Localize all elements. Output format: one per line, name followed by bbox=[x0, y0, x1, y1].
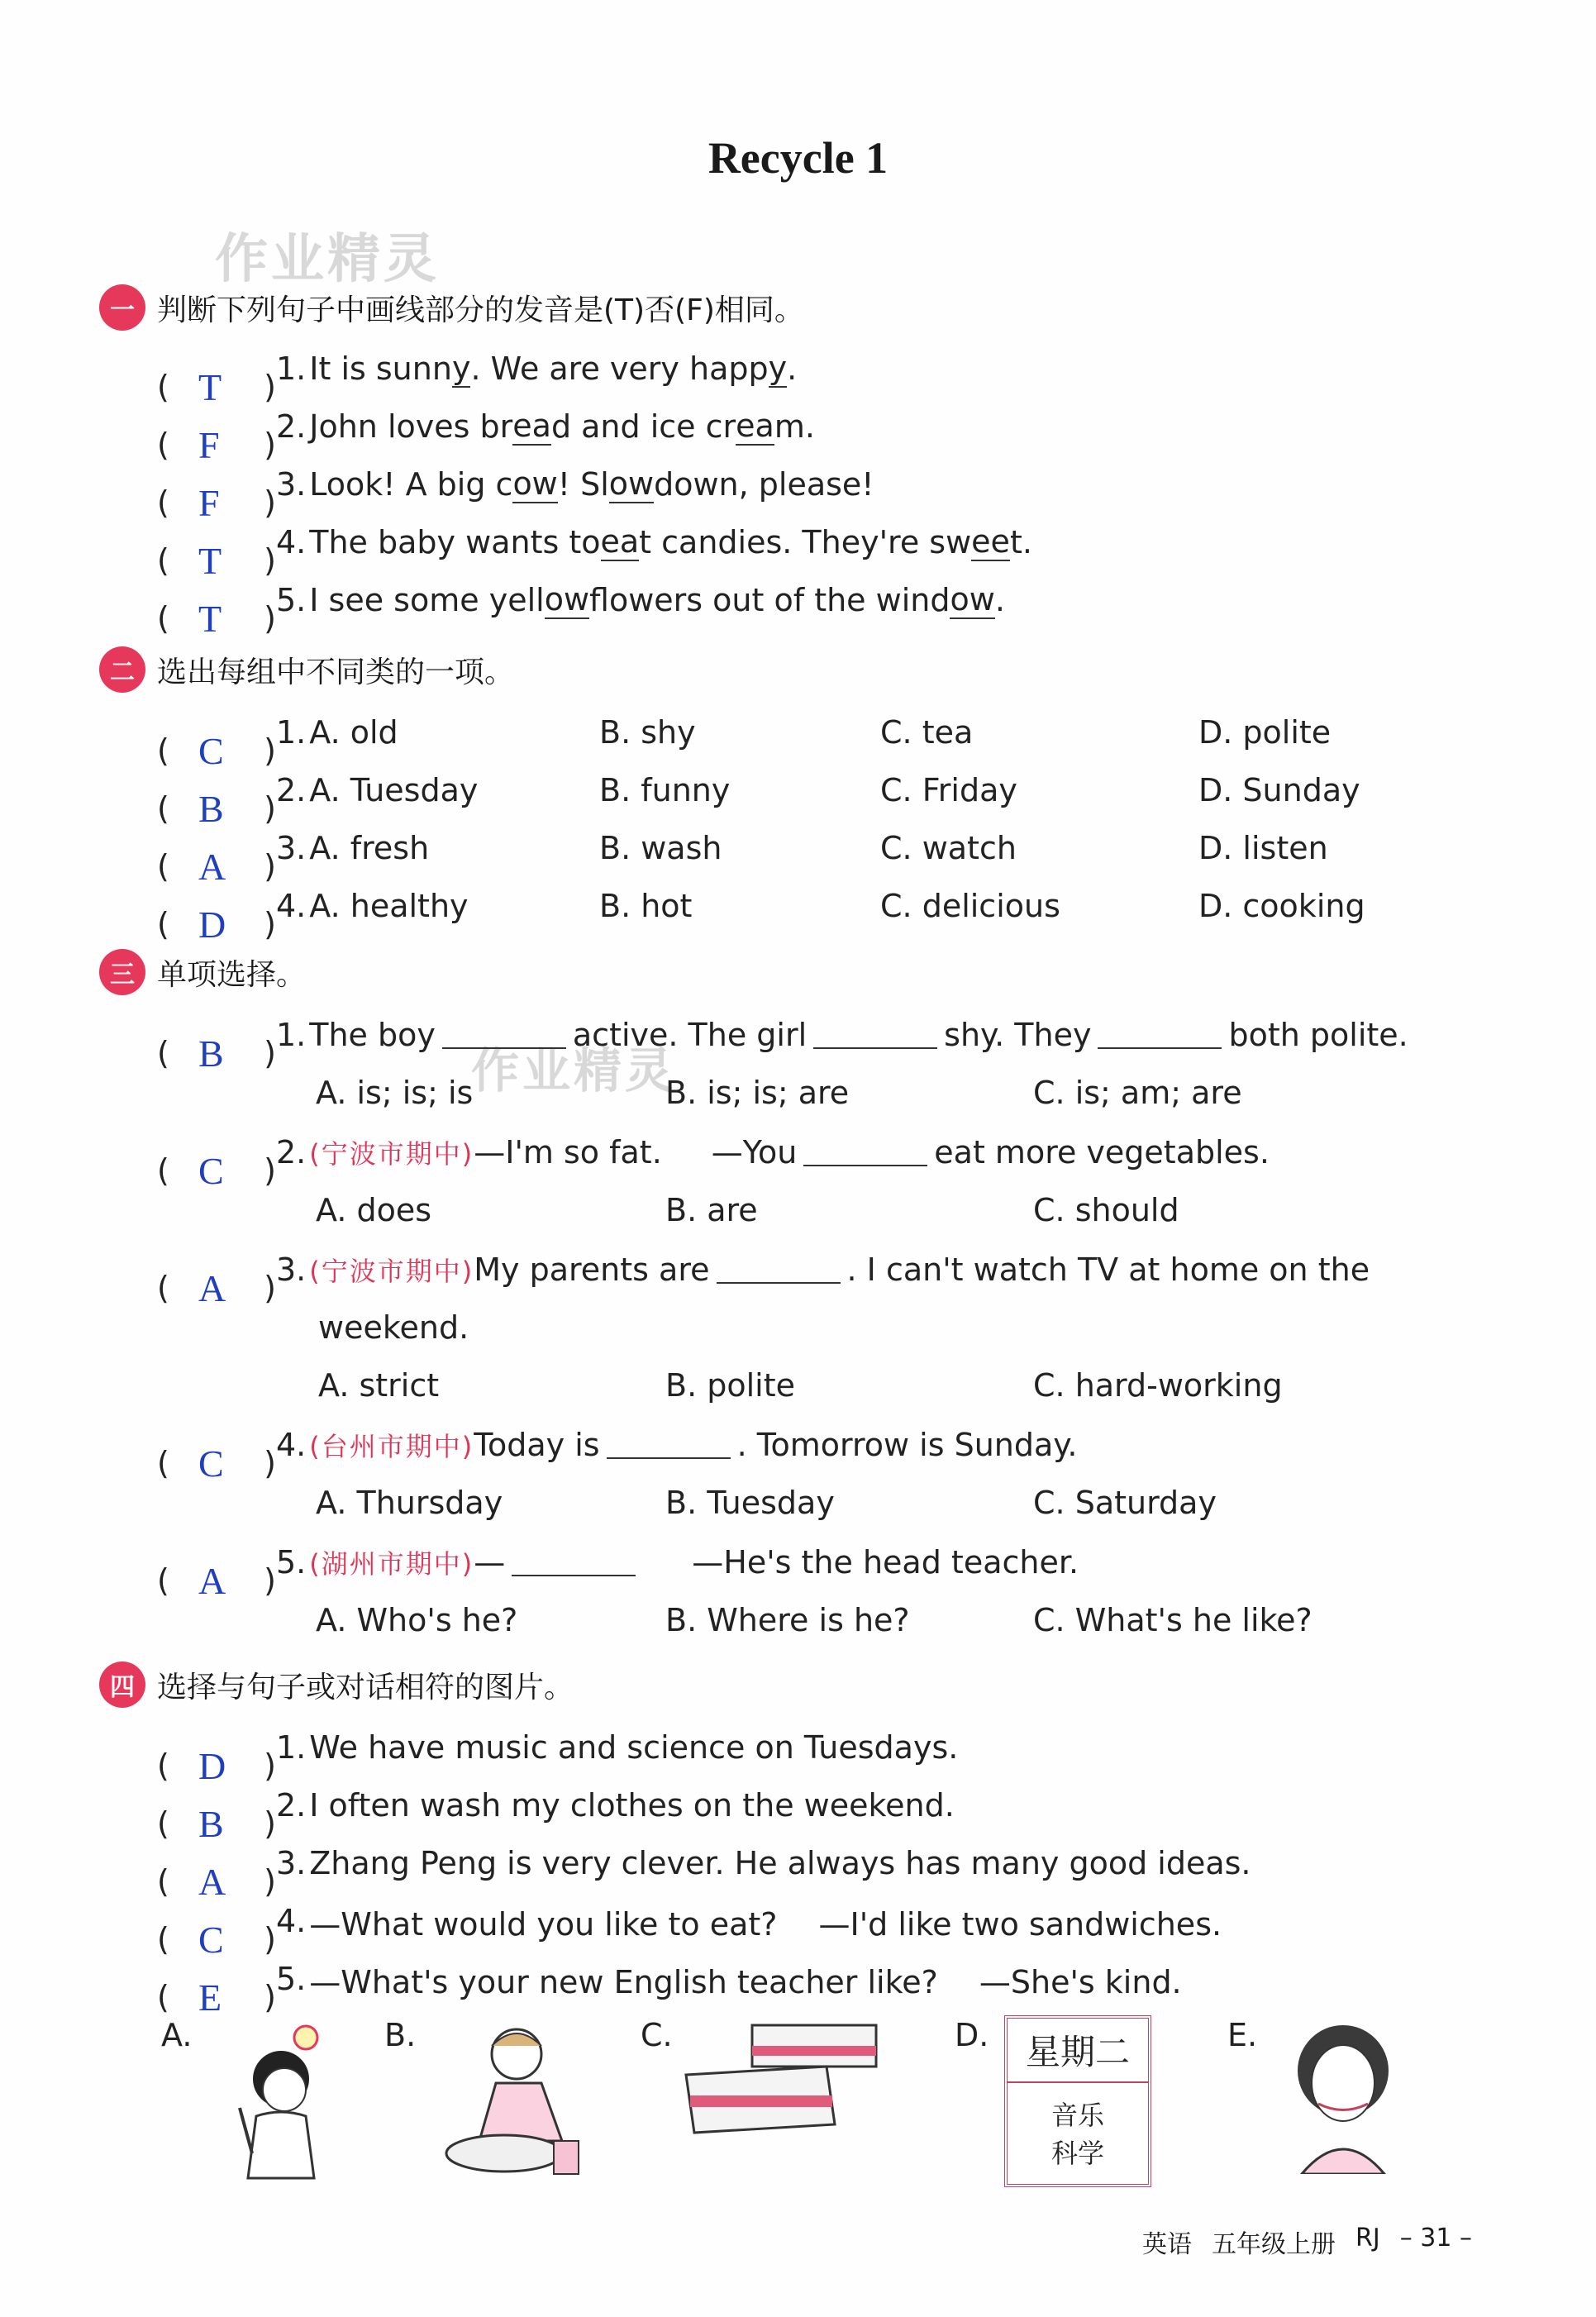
footer-edition: RJ bbox=[1355, 2224, 1380, 2253]
source-tag: (湖州市期中) bbox=[309, 1548, 474, 1580]
question-row: ( T ) 4. The baby wants to ea t candies. They're sw ee t. bbox=[157, 523, 1032, 582]
timetable-subject: 音乐 bbox=[1051, 2100, 1104, 2131]
blank bbox=[1098, 1021, 1222, 1049]
answer: C bbox=[198, 1442, 224, 1485]
teacher-picture bbox=[1281, 2009, 1405, 2174]
question-row: ( T ) 5. I see some yell ow flowers out of the wind ow . bbox=[157, 581, 1005, 640]
answer: A bbox=[198, 1267, 226, 1309]
picture-label: B. bbox=[384, 2017, 417, 2053]
question-row: ( T ) 1. It is sunn y . We are very happ y . bbox=[157, 350, 798, 408]
option: C. What's he like? bbox=[1033, 1602, 1313, 1638]
footer-grade: 五年级上册 bbox=[1212, 2230, 1336, 2259]
answer: A bbox=[198, 1560, 226, 1602]
question-row: ( C ) 1. A. old bbox=[157, 714, 398, 772]
answer: D bbox=[198, 1745, 226, 1787]
option: B. Where is he? bbox=[665, 1602, 910, 1638]
option: A. does bbox=[316, 1192, 432, 1228]
question-row: ( B ) 2. A. Tuesday bbox=[157, 772, 479, 830]
question-row: ( A ) 3. Zhang Peng is very clever. He always has many good ideas. bbox=[157, 1845, 1251, 1903]
section-instruction: 选出每组中不同类的一项。 bbox=[157, 655, 515, 689]
question-row: ( B ) 1. The boy active. The girl shy. They both polite. bbox=[157, 1017, 1408, 1075]
picture-label: E. bbox=[1227, 2017, 1258, 2053]
option: B. is; is; are bbox=[665, 1075, 850, 1111]
section-4-header bbox=[99, 1660, 574, 1709]
answer: F bbox=[198, 482, 220, 524]
answer: T bbox=[198, 540, 222, 582]
watermark: 作业精灵 bbox=[215, 229, 440, 290]
question-row: ( C ) 2. (宁波市期中) —I'm so fat. —You eat more vegetables. bbox=[157, 1134, 1270, 1192]
question-row: ( C ) 4. —What would you like to eat? —I'd like two sandwiches. bbox=[157, 1903, 1222, 1961]
section-badge: 二 bbox=[99, 646, 145, 693]
blank bbox=[813, 1021, 937, 1049]
blank bbox=[717, 1256, 841, 1284]
question-row: ( D ) 4. A. healthy bbox=[157, 888, 469, 946]
blank bbox=[803, 1138, 927, 1166]
question-row: ( A ) 5. (湖州市期中) — —He's the head teacher. bbox=[157, 1544, 1079, 1602]
option: B. hot bbox=[599, 888, 693, 924]
sandwiches-picture bbox=[678, 2009, 893, 2157]
answer: C bbox=[198, 730, 224, 772]
answer: E bbox=[198, 1976, 222, 2019]
option: A. strict bbox=[318, 1367, 440, 1404]
answer: F bbox=[198, 424, 220, 466]
option: A. Who's he? bbox=[316, 1602, 518, 1638]
answer: C bbox=[198, 1150, 224, 1192]
section-instruction: 单项选择。 bbox=[157, 957, 307, 992]
section-badge: 一 bbox=[99, 284, 145, 331]
answer: A bbox=[198, 846, 226, 888]
question-row: ( B ) 2. I often wash my clothes on the weekend. bbox=[157, 1787, 955, 1845]
option: C. hard-working bbox=[1033, 1367, 1283, 1404]
question-continuation: weekend. bbox=[318, 1309, 469, 1346]
question-row: ( A ) 3. A. fresh bbox=[157, 830, 430, 888]
option: C. tea bbox=[880, 714, 974, 751]
boy-thinking-picture bbox=[223, 2017, 339, 2182]
picture-label: A. bbox=[161, 2017, 193, 2053]
option: D. polite bbox=[1198, 714, 1332, 751]
blank bbox=[607, 1431, 731, 1459]
option: D. listen bbox=[1198, 830, 1328, 866]
option: D. Sunday bbox=[1198, 772, 1360, 808]
option: D. cooking bbox=[1198, 888, 1365, 924]
option: B. wash bbox=[599, 830, 722, 866]
picture-label: D. bbox=[955, 2017, 989, 2053]
answer: T bbox=[198, 366, 222, 408]
watermark: 作业精灵 bbox=[471, 1042, 677, 1099]
source-tag: (宁波市期中) bbox=[309, 1138, 474, 1170]
blank bbox=[512, 1548, 636, 1576]
option: C. watch bbox=[880, 830, 1017, 866]
section-badge: 四 bbox=[99, 1661, 145, 1708]
answer: D bbox=[198, 903, 226, 946]
option: C. Friday bbox=[880, 772, 1017, 808]
section-2-header bbox=[99, 645, 514, 694]
page-title: Recycle 1 bbox=[707, 133, 889, 183]
option: C. delicious bbox=[880, 888, 1060, 924]
option: C. should bbox=[1033, 1192, 1179, 1228]
timetable-subject: 科学 bbox=[1051, 2138, 1104, 2169]
question-row: ( A ) 3. (宁波市期中) My parents are . I can't watch TV at home on the bbox=[157, 1251, 1370, 1309]
answer: T bbox=[198, 598, 222, 640]
footer-subject: 英语 bbox=[1142, 2230, 1193, 2259]
section-1-header bbox=[99, 283, 804, 332]
option: A. Thursday bbox=[316, 1485, 503, 1521]
source-tag: (台州市期中) bbox=[309, 1431, 474, 1462]
picture-label: C. bbox=[641, 2017, 673, 2053]
blank bbox=[442, 1021, 566, 1049]
option: C. Saturday bbox=[1033, 1485, 1217, 1521]
timetable-day: 星期二 bbox=[1008, 2025, 1148, 2083]
option: C. is; am; are bbox=[1033, 1075, 1242, 1111]
answer: B bbox=[198, 1803, 224, 1845]
question-row: ( D ) 1. We have music and science on Tuesdays. bbox=[157, 1729, 959, 1787]
answer: A bbox=[198, 1861, 226, 1903]
option: B. shy bbox=[599, 714, 696, 751]
answer: B bbox=[198, 1032, 224, 1075]
page-number: – 31 – bbox=[1399, 2224, 1472, 2253]
option: B. polite bbox=[665, 1367, 795, 1404]
girl-washing-picture bbox=[438, 2017, 587, 2182]
question-row: ( C ) 4. (台州市期中) Today is . Tomorrow is Sunday. bbox=[157, 1427, 1078, 1485]
section-badge: 三 bbox=[99, 949, 145, 995]
section-instruction: 判断下列句子中画线部分的发音是(T)否(F)相同。 bbox=[157, 293, 804, 327]
page-footer bbox=[1142, 2224, 1472, 2260]
section-instruction: 选择与句子或对话相符的图片。 bbox=[157, 1670, 574, 1704]
option: B. funny bbox=[599, 772, 731, 808]
question-row: ( F ) 2. John loves br ea d and ice cr ea m. bbox=[157, 408, 815, 466]
answer: B bbox=[198, 788, 224, 830]
question-row: ( F ) 3. Look! A big c ow ! Sl ow down, please! bbox=[157, 465, 874, 524]
section-3-header bbox=[99, 947, 306, 997]
option: A. is; is; is bbox=[316, 1075, 474, 1111]
option: B. Tuesday bbox=[665, 1485, 835, 1521]
timetable-picture bbox=[1004, 2015, 1151, 2187]
question-row: ( E ) 5. —What's your new English teacher like? —She's kind. bbox=[157, 1961, 1182, 2019]
option: B. are bbox=[665, 1192, 758, 1228]
source-tag: (宁波市期中) bbox=[309, 1256, 474, 1287]
answer: C bbox=[198, 1919, 224, 1961]
